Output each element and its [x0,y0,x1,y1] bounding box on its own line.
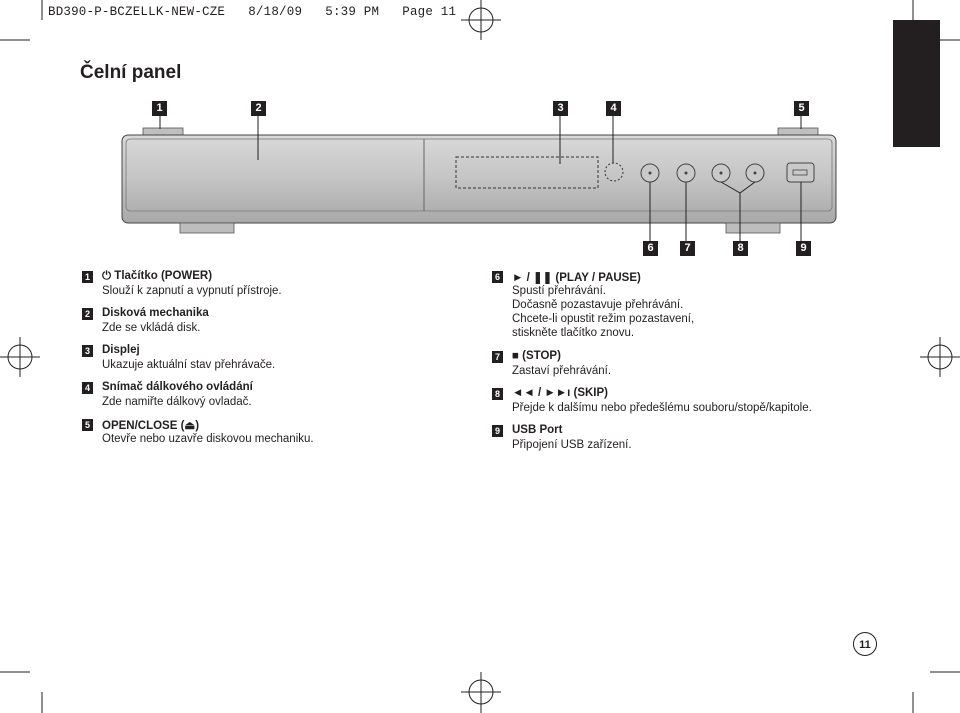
page-title: Čelní panel [80,62,182,83]
item-desc-play-pause: Chcete-li opustit režim pozastavení, [512,313,695,325]
item-desc-power: Slouží k zapnutí a vypnutí přístroje. [102,285,282,297]
callout-7: 7 [680,241,695,256]
item-title-remote-sensor: Snímač dálkového ovládání [102,381,253,393]
item-title-play-pause: ► / ❚❚ (PLAY / PAUSE) [512,272,641,284]
callout-2: 2 [251,101,266,116]
item-desc-skip: Přejde k dalšímu nebo předešlému souboru/stopě/kapitole. [512,402,812,414]
callout-4: 4 [606,101,621,116]
item-number: 4 [82,382,93,394]
item-title-display: Displej [102,344,140,356]
item-title-open-close: OPEN/CLOSE (⏏) [102,420,200,432]
item-desc-usb-port: Připojení USB zařízení. [512,439,632,451]
item-title-skip: ◄◄ / ►►ı (SKIP) [512,387,609,399]
item-number: 1 [82,271,93,283]
item-title-power: ⏻ Tlačítko (POWER) [102,270,213,282]
item-desc-remote-sensor: Zde namiřte dálkový ovladač. [102,396,252,408]
item-desc-stop: Zastaví přehrávání. [512,365,612,377]
item-number: 7 [492,351,503,363]
page-number-badge: 11 [853,632,877,656]
item-title-stop: ■ (STOP) [512,350,561,362]
item-number: 9 [492,425,503,437]
item-desc-display: Ukazuje aktuální stav přehrávače. [102,359,276,371]
item-desc-play-pause: stiskněte tlačítko znovu. [512,327,635,339]
callout-5: 5 [794,101,809,116]
item-title-usb-port: USB Port [512,424,563,436]
callout-9: 9 [796,241,811,256]
callout-8: 8 [733,241,748,256]
power-icon: ⏻ [102,270,112,282]
item-number: 3 [82,345,93,357]
item-number: 5 [82,419,93,431]
item-desc-play-pause: Dočasně pozastavuje přehrávání. [512,299,684,311]
item-number: 8 [492,388,503,400]
item-number: 2 [82,308,93,320]
callout-1: 1 [152,101,167,116]
item-desc-disc-tray: Zde se vkládá disk. [102,322,201,334]
callout-3: 3 [553,101,568,116]
item-title-disc-tray: Disková mechanika [102,307,209,319]
print-header: BD390-P-BCZELLK-NEW-CZE 8/18/09 5:39 PM Page 11 [48,5,457,19]
item-desc-open-close: Otevře nebo uzavře diskovou mechaniku. [102,433,314,445]
item-number: 6 [492,271,503,283]
item-desc-play-pause: Spustí přehrávání. [512,285,606,297]
callout-6: 6 [643,241,658,256]
